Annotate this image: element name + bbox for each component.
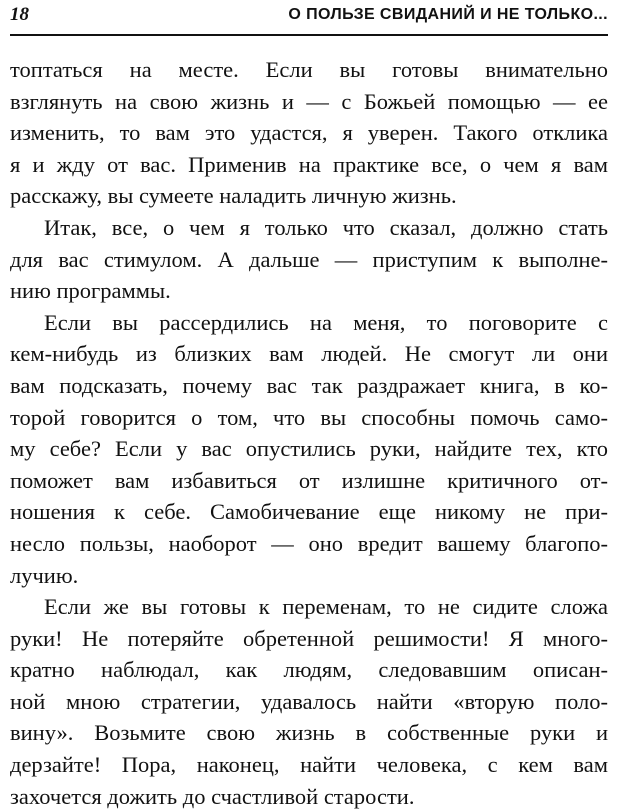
text-line: Если вы рассердились на меня, то поговорите с (44, 309, 608, 335)
page-header (10, 4, 608, 36)
text-line: кратно наблюдал, как людям, следовавшим описан- (10, 657, 608, 683)
paragraph (10, 212, 608, 307)
text-line: лучию. (10, 562, 79, 588)
running-title: О ПОЛЬЗЕ СВИДАНИЙ И НЕ ТОЛЬКО... (288, 6, 608, 23)
text-line: захочется дожить до счастливой старости. (10, 783, 415, 809)
text-line: руки! Не потеряйте обретенной решимости! Я много- (10, 625, 608, 651)
body-text (10, 54, 608, 812)
paragraph (10, 54, 608, 212)
text-line: взглянуть на свою жизнь и — с Божьей помощью — ее (10, 88, 608, 114)
text-line: ной мною стратегии, удавалось найти «вторую поло- (10, 688, 608, 714)
text-line: несло пользы, наоборот — оно вредит вашему благопо- (10, 530, 608, 556)
text-line: ношения к себе. Самобичевание еще никому не при- (10, 499, 608, 525)
paragraph (10, 307, 608, 591)
text-line: нию программы. (10, 278, 171, 304)
text-line: дерзайте! Пора, наконец, найти человека, с кем вам (10, 752, 608, 778)
text-line: вам подсказать, почему вас так раздражает книга, в ко- (10, 372, 608, 398)
text-line: Итак, все, о чем я только что сказал, должно стать (44, 214, 608, 240)
text-line: кем-нибудь из близких вам людей. Не смогут ли они (10, 341, 608, 367)
text-line: торой говорится о том, что вы способны помочь само- (10, 404, 608, 430)
page-number: 18 (10, 4, 29, 25)
text-line: вину». Возьмите свою жизнь в собственные руки и (10, 720, 608, 746)
text-line: расскажу, вы сумеете наладить личную жизнь. (10, 183, 457, 209)
text-line: му себе? Если у вас опустились руки, найдите тех, кто (10, 436, 608, 462)
text-line: поможет вам избавиться от излишне критичного от- (10, 467, 608, 493)
text-line: топтаться на месте. Если вы готовы внимательно (10, 57, 608, 82)
text-line: для вас стимулом. А дальше — приступим к выполне- (10, 246, 608, 272)
text-line: Если же вы готовы к переменам, то не сидите сложа (44, 594, 608, 620)
text-line: изменить, то вам это удастся, я уверен. Такого отклика (10, 120, 608, 146)
text-line: я и жду от вас. Применив на практике все, о чем я вам (10, 151, 608, 177)
